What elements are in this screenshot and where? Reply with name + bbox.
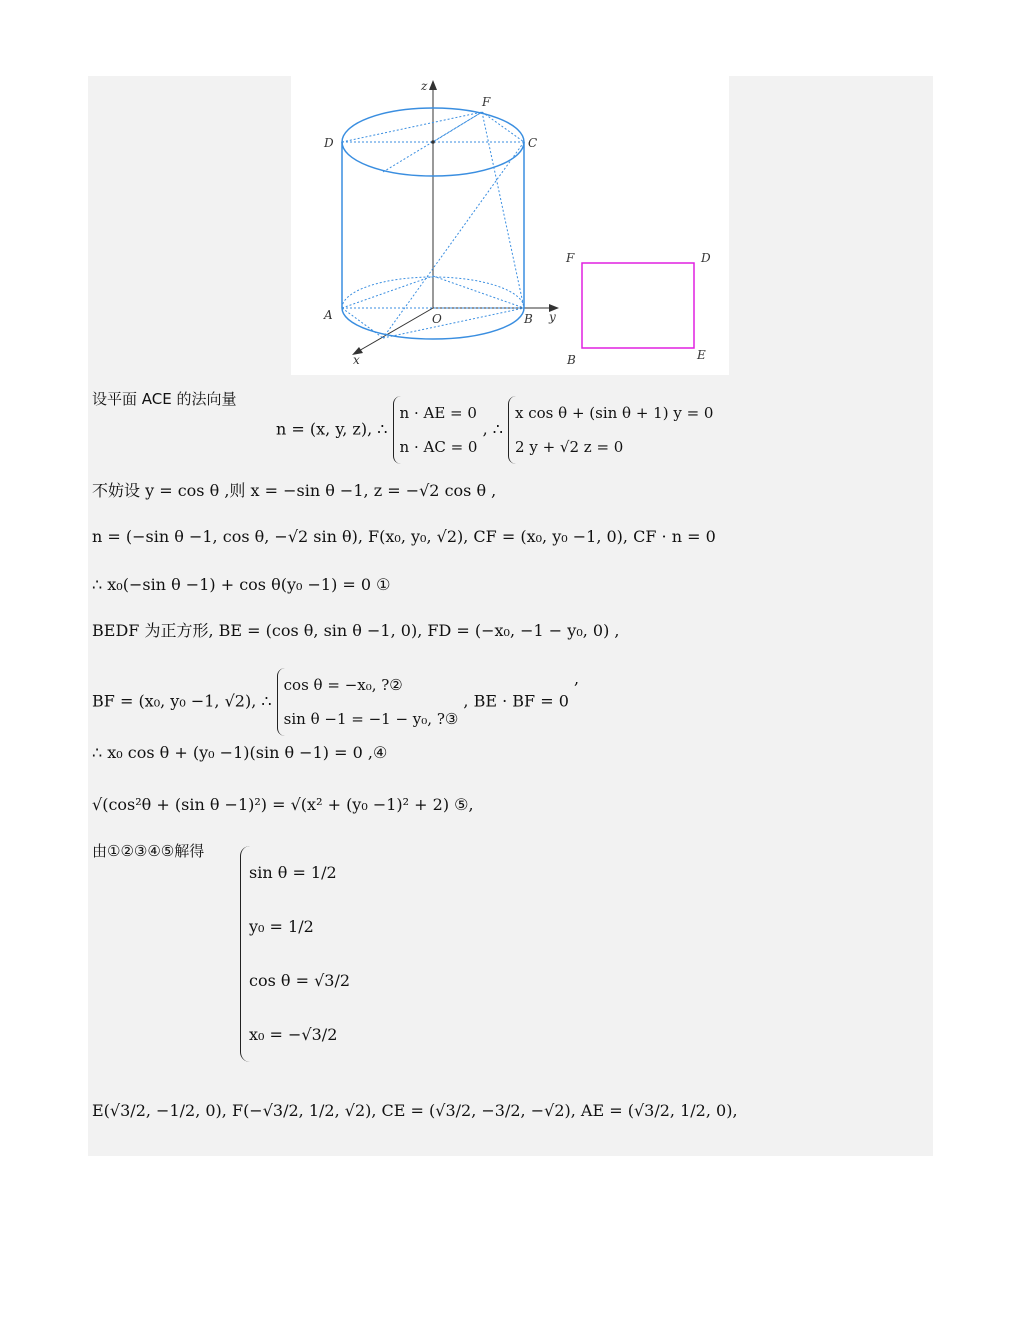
line-square-BEDF: BEDF 为正方形, BE = (cos θ, sin θ −1, 0), FD = (−x₀, −1 − y₀, 0) , xyxy=(92,621,620,640)
line-eq-1: ∴ x₀(−sin θ −1) + cos θ(y₀ −1) = 0 ① xyxy=(92,575,391,594)
label-F: F xyxy=(482,95,491,109)
system-1 xyxy=(393,396,478,464)
line-eq-5: √(cos²θ + (sin θ −1)²) = √(x² + (y₀ −1)² + 2) ⑤, xyxy=(92,795,474,814)
label-z: z xyxy=(421,79,428,93)
system-2-eq-a: x cos θ + (sin θ + 1) y = 0 xyxy=(515,404,714,422)
solution-cos: cos θ = √3/2 xyxy=(249,971,351,990)
square-label-F: F xyxy=(566,251,575,265)
cylinder-figure xyxy=(291,76,729,375)
square-BEDF xyxy=(582,263,694,348)
normal-vector-equation: n = (x, y, z), ∴ n · AE = 0 n · AC = 0 , ∴ x cos θ + (sin θ + 1) y = 0 2 y + √2 z = 0 xyxy=(276,396,713,464)
square-label-E: E xyxy=(697,348,706,362)
system-2 xyxy=(508,396,713,464)
line-solve: 由①②③④⑤解得 xyxy=(92,842,205,860)
solution-x0: x₀ = −√3/2 xyxy=(249,1025,338,1044)
cylinder-diagram xyxy=(291,76,729,375)
z-axis-arrow xyxy=(429,80,437,90)
label-O: O xyxy=(432,312,442,326)
top-center-point xyxy=(431,140,435,144)
system-1-eq-a: n · AE = 0 xyxy=(399,404,477,422)
line-assume-y: 不妨设 y = cos θ ,则 x = −sin θ −1, z = −√2 cos θ , xyxy=(92,481,497,500)
label-y: y xyxy=(549,310,556,324)
system-3 xyxy=(277,668,459,736)
BF-def: BF = (x₀, y₀ −1, √2), ∴ xyxy=(92,691,272,711)
line-eq-4: ∴ x₀ cos θ + (y₀ −1)(sin θ −1) = 0 ,④ xyxy=(92,743,388,762)
text-normal-vector-intro: 设平面 ACE 的法向量 xyxy=(92,390,237,408)
solution-system xyxy=(240,846,350,1062)
square-label-D: D xyxy=(701,251,711,265)
label-C: C xyxy=(528,136,538,150)
label-D: D xyxy=(324,136,334,150)
solution-sin: sin θ = 1/2 xyxy=(249,863,337,882)
trailing-comma: , xyxy=(574,669,580,688)
line-n-and-CF: n = (−sin θ −1, cos θ, −√2 sin θ), F(x₀, y₀, √2), CF = (x₀, y₀ −1, 0), CF · n = 0 xyxy=(92,527,716,546)
system-1-eq-b: n · AC = 0 xyxy=(399,438,478,456)
system-3-eq-a: cos θ = −x₀, ?② xyxy=(283,676,403,694)
line-coordinates: E(√3/2, −1/2, 0), F(−√3/2, 1/2, √2), CE = (√3/2, −3/2, −√2), AE = (√3/2, 1/2, 0), xyxy=(92,1101,738,1120)
system-2-eq-b: 2 y + √2 z = 0 xyxy=(515,438,624,456)
square-label-B: B xyxy=(567,353,576,367)
BE-dot-BF: , BE · BF = 0 xyxy=(463,691,569,711)
n-def: n = (x, y, z), ∴ xyxy=(276,419,388,439)
label-x: x xyxy=(353,353,360,367)
system-3-eq-b: sin θ −1 = −1 − y₀, ?③ xyxy=(283,710,459,728)
line-BF xyxy=(92,668,579,736)
label-B: B xyxy=(524,312,533,326)
solution-y0: y₀ = 1/2 xyxy=(249,917,314,936)
label-A: A xyxy=(324,308,333,322)
